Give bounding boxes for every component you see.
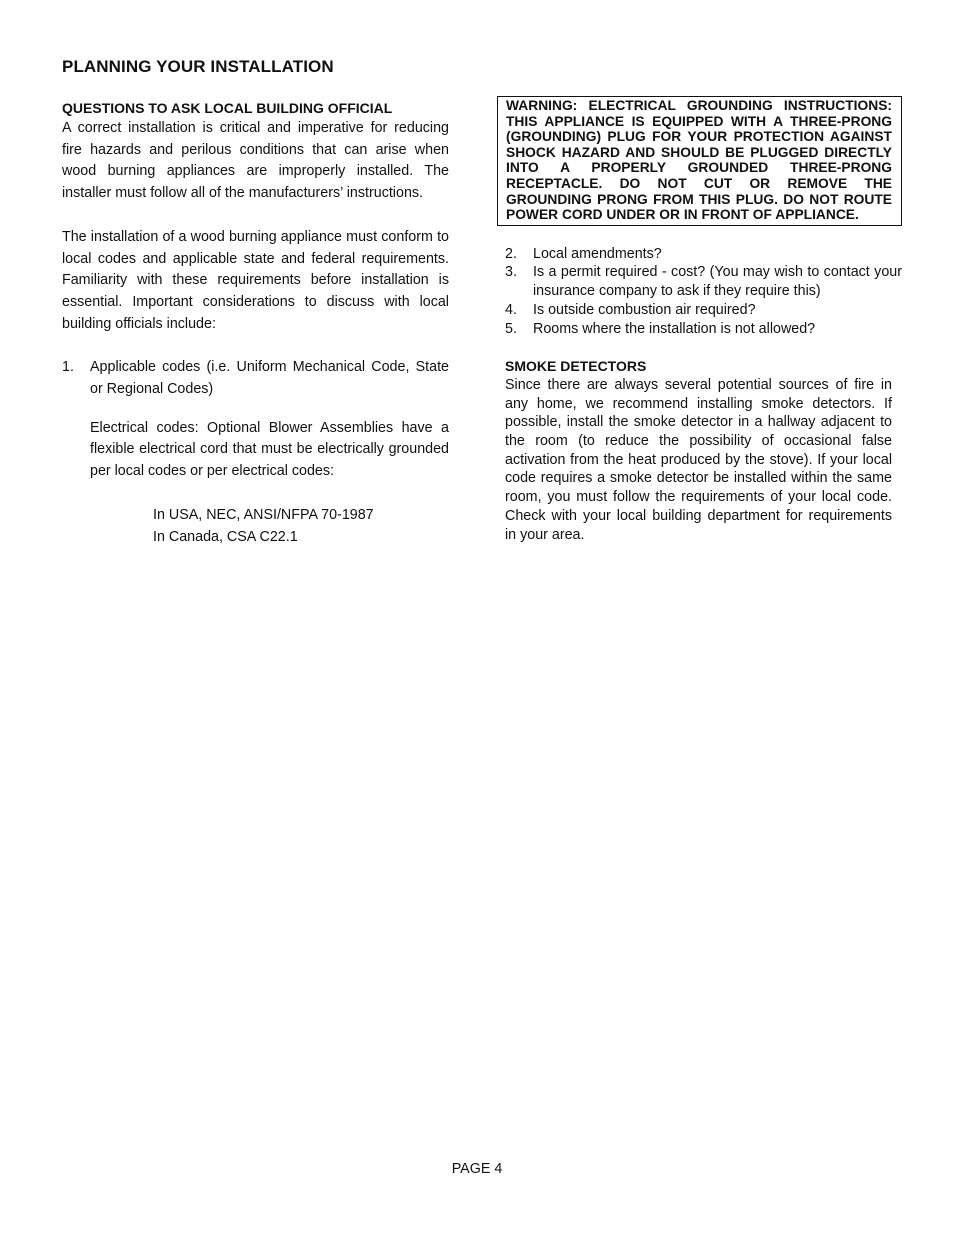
intro-paragraph: A correct installation is critical and imperative for reducing fire hazards and perilous conditions that can arise when wood burning appliances are improperly installed. The installer must follow all of the manufacturers’ instructions.: [62, 120, 449, 202]
list-item: [62, 357, 449, 400]
considerations-list-continued: [497, 245, 902, 339]
list-text: Is outside combustion air required?: [533, 301, 756, 318]
list-number: 3.: [505, 264, 517, 281]
code-usa: In USA, NEC, ANSI/NFPA 70-1987: [153, 506, 374, 523]
list-number: 4.: [505, 301, 517, 318]
section-heading-questions: QUESTIONS TO ASK LOCAL BUILDING OFFICIAL: [62, 100, 393, 116]
page-number: PAGE 4: [451, 1161, 503, 1177]
list-text: Local amendments?: [533, 245, 662, 262]
code-canada: In Canada, CSA C22.1: [153, 528, 298, 545]
considerations-list: [62, 357, 449, 400]
list-item: [505, 263, 902, 300]
list-item: [505, 320, 902, 339]
list-number: 1.: [62, 359, 74, 376]
electrical-codes-paragraph: Electrical codes: Optional Blower Assemblies have a flexible electrical cord that must be electrically grounded per local codes or per electrical codes:: [90, 419, 449, 480]
smoke-detectors-paragraph: Since there are always several potential sources of fire in any home, we recommend installing smoke detectors. If possible, install the smoke detector in a hallway adjacent to the room (to reduce the possibility of occasional false activation from the heat produced by the stove). If your local code requires a smoke detector be installed within the same room, you must follow the requirements of your local code. Check with your local building department for requirements in your area.: [505, 376, 892, 543]
list-text: Is a permit required - cost? (You may wish to contact your insurance company to ask if they require this): [533, 264, 902, 300]
right-column: [497, 96, 902, 544]
list-item: [505, 301, 902, 320]
electrical-codes-block: [153, 504, 449, 548]
list-text: Applicable codes (i.e. Uniform Mechanical Code, State or Regional Codes): [90, 359, 449, 398]
warning-box: WARNING: ELECTRICAL GROUNDING INSTRUCTIONS: THIS APPLIANCE IS EQUIPPED WITH A THREE-PRONG (GROUNDING) PLUG FOR YOUR PROTECTION AGAINST SHOCK HAZARD AND SHOULD BE PLUGGED DIRECTLY INTO A PROPERLY GROUNDED THREE-PRONG RECEPTACLE. DO NOT CUT OR REMOVE THE GROUNDING PRONG FROM THIS PLUG. DO NOT ROUTE POWER CORD UNDER OR IN FRONT OF APPLIANCE.: [497, 96, 902, 226]
left-column: [62, 98, 449, 548]
list-item: [505, 245, 902, 264]
section-heading-smoke-detectors: SMOKE DETECTORS: [505, 358, 647, 375]
list-number: 5.: [505, 320, 517, 337]
page-title: PLANNING YOUR INSTALLATION: [62, 57, 334, 76]
list-number: 2.: [505, 245, 517, 262]
codes-paragraph: The installation of a wood burning appliance must conform to local codes and applicable state and federal requirements. Familiarity with these requirements before installation is essential. Important considerations to discuss with local building officials include:: [62, 228, 449, 332]
list-text: Rooms where the installation is not allowed?: [533, 320, 816, 337]
